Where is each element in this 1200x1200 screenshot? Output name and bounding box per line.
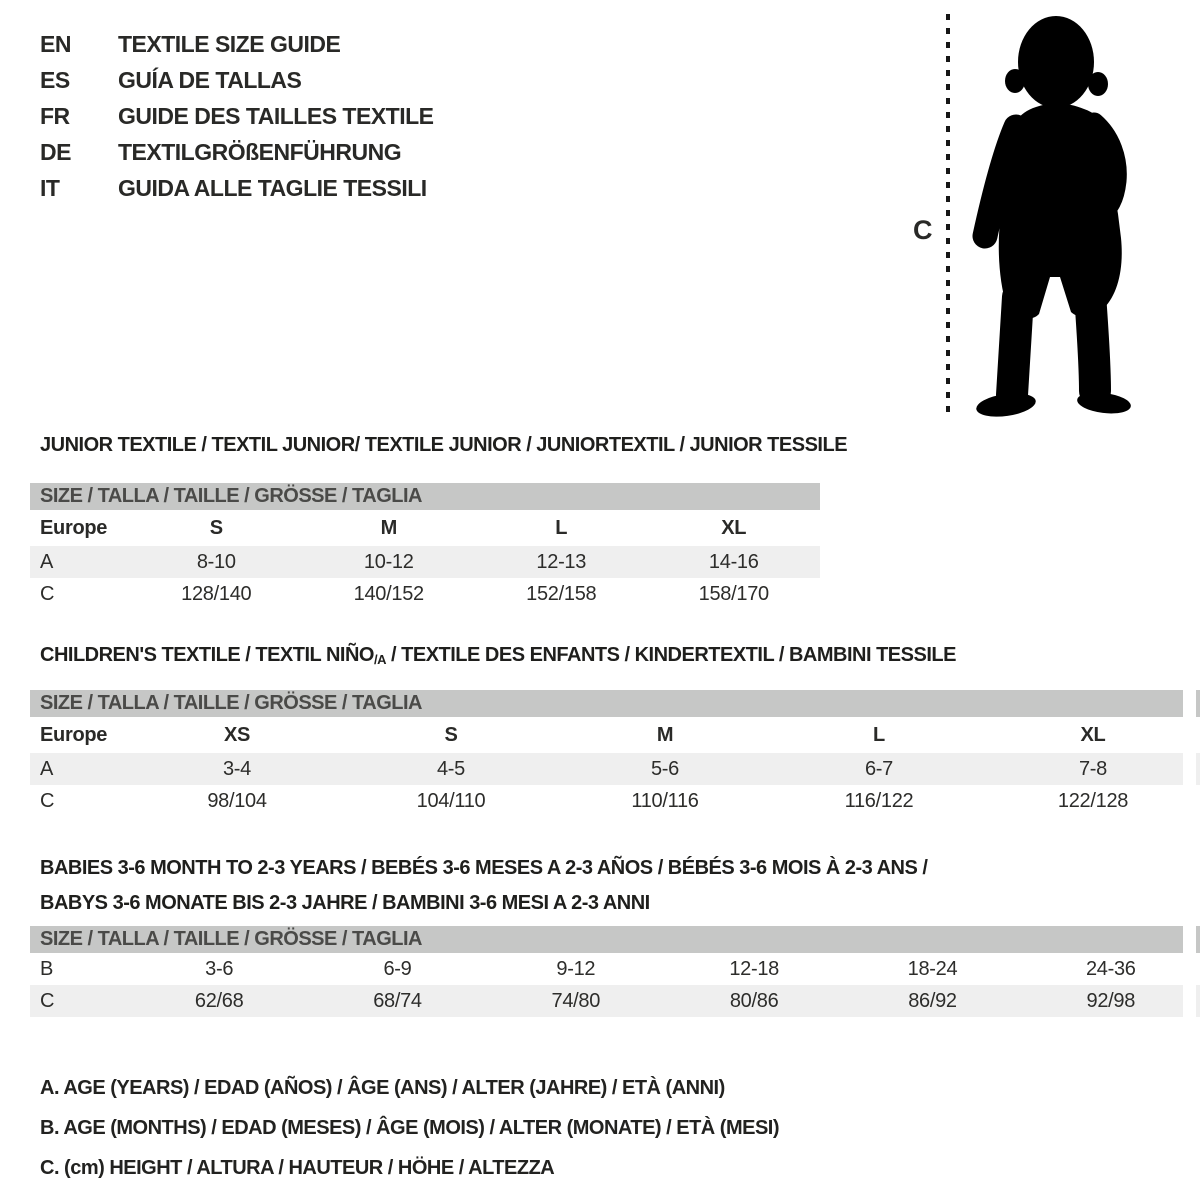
language-code: ES [40, 66, 70, 93]
table-cell: XS [223, 723, 251, 746]
table-cell: C [40, 789, 55, 812]
table-cell: 12-13 [536, 550, 587, 573]
children-title-prefix: CHILDREN'S TEXTILE / TEXTIL NIÑO [40, 644, 374, 666]
language-row [40, 98, 434, 134]
language-header [40, 26, 434, 206]
table-cell: 158/170 [698, 582, 769, 605]
table-cell: S [444, 723, 458, 746]
table-cell: L [555, 516, 568, 539]
table-cell: 4-5 [436, 757, 465, 780]
table-cell: 116/122 [844, 789, 914, 812]
table-row-age-years [30, 753, 1200, 785]
table-cell: A [40, 550, 54, 573]
table-cell: 12-18 [729, 957, 779, 980]
legend [40, 1068, 779, 1188]
table-cell: XL [1080, 723, 1106, 746]
language-title: GUIDE DES TAILLES TEXTILE [118, 102, 434, 129]
table-cell: 3-4 [222, 757, 251, 780]
table-cell: 10-12 [363, 550, 414, 573]
table-cell: 14-16 [708, 550, 759, 573]
language-code: FR [40, 102, 70, 129]
table-right-edge-gap [1183, 926, 1196, 1017]
table-cell: L [873, 723, 885, 746]
table-cell: 5-6 [650, 757, 679, 780]
table-cell: S [209, 516, 223, 539]
children-section-title [40, 644, 956, 667]
table-cell: 110/116 [631, 789, 699, 812]
language-row [40, 134, 434, 170]
table-cell: 128/140 [181, 582, 252, 605]
babies-title-line1: BABIES 3-6 MONTH TO 2-3 YEARS / BEBÉS 3-6 MESES A 2-3 AÑOS / BÉBÉS 3-6 MOIS À 2-3 ANS / [40, 857, 928, 879]
table-cell: 24-36 [1085, 957, 1136, 980]
table-cell: 3-6 [205, 957, 234, 980]
table-cell: Europe [40, 723, 108, 746]
table-row-height-cm [30, 785, 1200, 817]
language-code: IT [40, 174, 60, 201]
language-row [40, 26, 434, 62]
table-cell: 86/92 [908, 989, 957, 1012]
table-cell: 9-12 [556, 957, 596, 980]
height-measure-dashed-line [946, 14, 950, 418]
children-size-table [30, 690, 1200, 817]
table-cell: B [40, 957, 54, 980]
table-cell: 104/110 [416, 789, 486, 812]
table-cell: 92/98 [1086, 989, 1136, 1012]
language-code: DE [40, 138, 71, 165]
babies-title-line2: BABYS 3-6 MONATE BIS 2-3 JAHRE / BAMBINI 3-6 MESI A 2-3 ANNI [40, 892, 650, 914]
language-row [40, 62, 434, 98]
table-row-europe [30, 510, 820, 546]
table-right-edge-gap [1183, 690, 1196, 817]
table-cell: 7-8 [1078, 757, 1107, 780]
table-row-age-years [30, 546, 820, 578]
table-cell: 8-10 [196, 550, 236, 573]
size-header-bar: SIZE / TALLA / TAILLE / GRÖSSE / TAGLIA [30, 926, 1200, 953]
table-cell: 140/152 [353, 582, 424, 605]
language-title: TEXTILE SIZE GUIDE [118, 30, 341, 57]
children-title-suffix: / TEXTILE DES ENFANTS / KINDERTEXTIL / BAMBINI TESSILE [385, 644, 956, 666]
table-row-height-cm [30, 578, 820, 610]
children-title-subscript: /A [373, 652, 386, 667]
language-row [40, 170, 434, 206]
table-cell: Europe [40, 516, 108, 539]
table-cell: 74/80 [551, 989, 601, 1012]
babies-size-table [30, 926, 1200, 1017]
measure-label-c: C [913, 215, 933, 245]
babies-section-title [40, 851, 927, 921]
table-cell: 98/104 [207, 789, 267, 812]
table-row-europe [30, 717, 1200, 753]
table-cell: C [40, 582, 55, 605]
size-header-bar: SIZE / TALLA / TAILLE / GRÖSSE / TAGLIA [30, 483, 820, 510]
table-cell: 18-24 [907, 957, 958, 980]
junior-size-table [30, 483, 820, 610]
table-row-age-months [30, 953, 1200, 985]
table-cell: 6-7 [864, 757, 893, 780]
language-title: GUÍA DE TALLAS [118, 66, 302, 93]
table-cell: 68/74 [373, 989, 422, 1012]
legend-line-b: B. AGE (MONTHS) / EDAD (MESES) / ÂGE (MOIS) / ALTER (MONATE) / ETÀ (MESI) [40, 1117, 780, 1139]
table-cell: 152/158 [526, 582, 597, 605]
table-cell: 80/86 [729, 989, 779, 1012]
table-row-height-cm [30, 985, 1200, 1017]
table-cell: 122/128 [1057, 789, 1129, 812]
junior-section-title: JUNIOR TEXTILE / TEXTIL JUNIOR/ TEXTILE JUNIOR / JUNIORTEXTIL / JUNIOR TESSILE [40, 434, 848, 456]
toddler-silhouette-icon [970, 15, 1134, 417]
table-cell: 62/68 [194, 989, 244, 1012]
table-cell: XL [721, 516, 747, 539]
language-title: GUIDA ALLE TAGLIE TESSILI [118, 174, 427, 201]
size-header-bar: SIZE / TALLA / TAILLE / GRÖSSE / TAGLIA [30, 690, 1200, 717]
table-cell: A [40, 757, 54, 780]
table-cell: C [40, 989, 55, 1012]
table-cell: M [656, 723, 674, 746]
legend-line-c: C. (cm) HEIGHT / ALTURA / HAUTEUR / HÖHE / ALTEZZA [40, 1157, 555, 1179]
legend-line-a: A. AGE (YEARS) / EDAD (AÑOS) / ÂGE (ANS) / ALTER (JAHRE) / ETÀ (ANNI) [40, 1077, 725, 1099]
language-title: TEXTILGRÖßENFÜHRUNG [118, 138, 402, 165]
language-code: EN [40, 30, 71, 57]
table-cell: 6-9 [383, 957, 412, 980]
table-cell: M [380, 516, 397, 539]
